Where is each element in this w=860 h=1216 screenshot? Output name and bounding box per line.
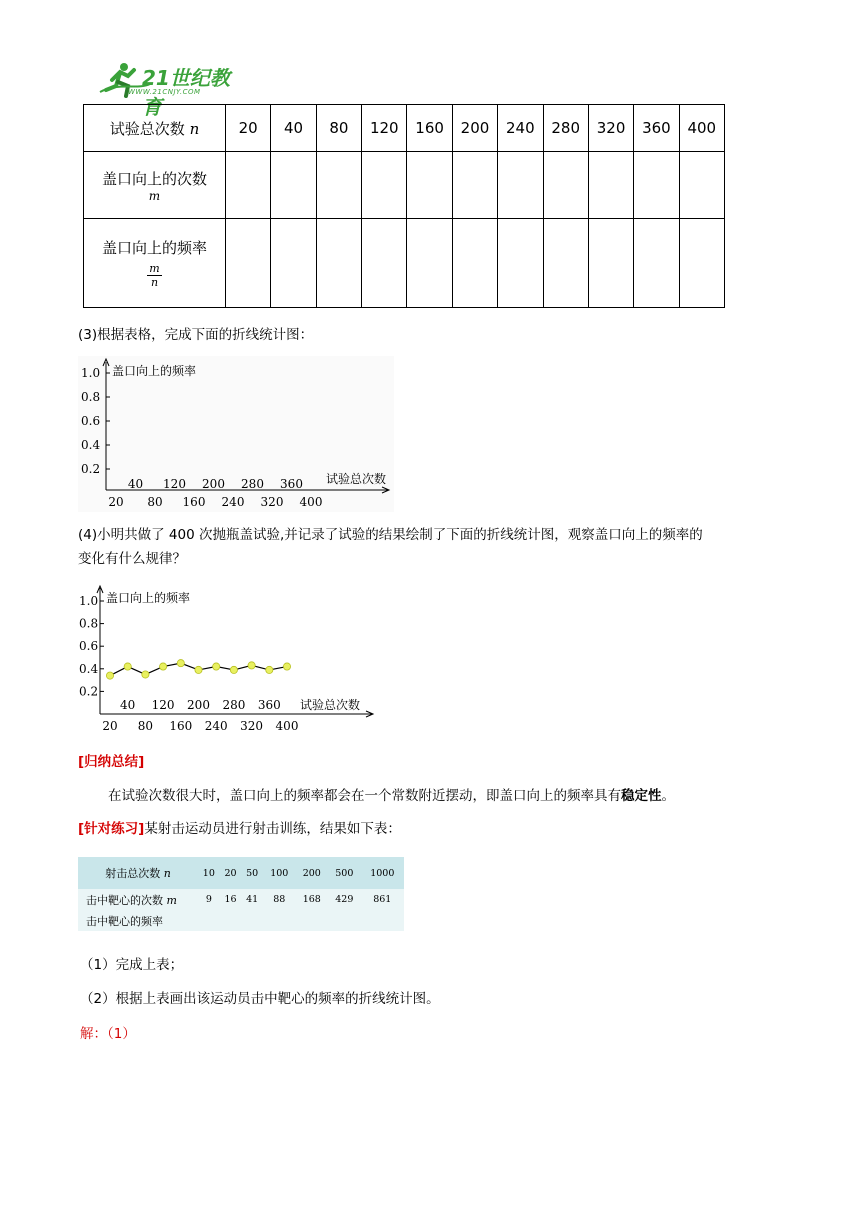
x-tick-label: 120 <box>163 477 186 491</box>
x-tick-label: 320 <box>240 719 264 733</box>
x-tick-label: 360 <box>257 698 281 712</box>
x-tick-label: 200 <box>187 698 210 712</box>
table-cell: 40 <box>271 105 316 152</box>
y-tick-label: 0.6 <box>81 414 101 428</box>
x-tick-label: 320 <box>260 495 284 509</box>
y-tick-label: 0.2 <box>81 462 101 476</box>
empty-cell[interactable] <box>226 152 271 219</box>
logo-url: WWW.21CNJY.COM <box>128 88 201 96</box>
empty-cell[interactable] <box>271 219 316 308</box>
practice-text: 某射击运动员进行射击训练，结果如下表： <box>144 821 401 837</box>
task-2: （2）根据上表画出该运动员击中靶心的频率的折线统计图。 <box>80 991 440 1007</box>
empty-cell[interactable] <box>543 219 588 308</box>
table-cell: 861 <box>361 889 404 910</box>
data-point <box>195 666 202 673</box>
empty-cell[interactable] <box>296 910 329 931</box>
data-point <box>124 663 131 670</box>
empty-cell[interactable] <box>588 152 633 219</box>
data-point <box>177 660 184 667</box>
empty-cell[interactable] <box>220 910 242 931</box>
shooting-freq-row <box>78 910 404 931</box>
empty-cell[interactable] <box>498 152 543 219</box>
x-tick-label: 280 <box>241 477 264 491</box>
table-cell: 41 <box>241 889 263 910</box>
empty-cell[interactable] <box>407 219 452 308</box>
summary-text-body: 在试验次数很大时，盖口向上的频率都会在一个常数附近摆动，即盖口向上的频率具有 <box>108 788 621 804</box>
table-cell: 240 <box>498 105 543 152</box>
variable-n: n <box>189 119 200 138</box>
table-cell: 500 <box>328 857 361 889</box>
empty-cell[interactable] <box>361 910 404 931</box>
x-tick-label: 20 <box>102 719 118 733</box>
table-row-n <box>84 105 725 152</box>
row-header-label: 试验总次数 <box>109 119 185 138</box>
row-header-n <box>84 105 226 152</box>
x-tick-label: 160 <box>182 495 206 509</box>
question-3: (3)根据表格，完成下面的折线统计图： <box>78 327 314 343</box>
variable-n: n <box>163 867 171 880</box>
summary-keyword: 稳定性 <box>621 788 662 804</box>
row-header-label: 盖口向上的频率 <box>101 238 207 257</box>
empty-cell[interactable] <box>679 219 724 308</box>
data-point <box>213 663 220 670</box>
shooting-header-row <box>78 857 404 889</box>
empty-cell[interactable] <box>271 152 316 219</box>
x-tick-label: 20 <box>108 495 124 509</box>
table-cell: 50 <box>241 857 263 889</box>
y-tick-label: 0.4 <box>79 661 99 676</box>
table-row-m <box>84 152 725 219</box>
hits-label: 击中靶心的次数 <box>86 893 163 907</box>
practice-prompt <box>78 819 401 839</box>
header-label: 射击总次数 <box>105 867 161 880</box>
x-tick-label: 40 <box>127 477 144 491</box>
x-tick-label: 400 <box>275 719 299 733</box>
empty-cell[interactable] <box>452 219 497 308</box>
question-4 <box>78 525 798 569</box>
x-tick-label: 280 <box>222 698 246 712</box>
x-axis-label: 试验总次数 <box>326 472 387 486</box>
data-point <box>106 672 113 679</box>
table-cell: 9 <box>198 889 220 910</box>
empty-cell[interactable] <box>226 219 271 308</box>
frequency-line-chart <box>78 584 378 736</box>
table-cell: 20 <box>226 105 271 152</box>
empty-cell[interactable] <box>634 219 679 308</box>
empty-cell[interactable] <box>263 910 296 931</box>
empty-cell[interactable] <box>543 152 588 219</box>
answer-label: 解：（1） <box>80 1026 136 1042</box>
data-point <box>230 666 237 673</box>
question-4-line-2: 变化有什么规律？ <box>78 551 186 567</box>
y-tick-label: 0.4 <box>81 438 101 452</box>
question-4-line-1: (4)小明共做了 400 次抛瓶盖试验,并记录了试验的结果绘制了下面的折线统计图，观察盖口向上的频率的 <box>78 527 703 543</box>
y-tick-label: 0.8 <box>79 616 99 631</box>
data-point <box>160 663 167 670</box>
table-cell: 400 <box>679 105 724 152</box>
x-tick-label: 80 <box>137 719 154 733</box>
x-tick-label: 400 <box>299 495 323 509</box>
variable-m: m <box>166 893 177 907</box>
freq-label-cell: 击中靶心的频率 <box>78 910 198 931</box>
empty-cell[interactable] <box>316 152 361 219</box>
empty-cell[interactable] <box>498 219 543 308</box>
y-tick-label: 0.6 <box>79 639 99 654</box>
shooting-table <box>78 857 404 931</box>
y-tick-label: 0.8 <box>81 390 101 404</box>
y-tick-label: 1.0 <box>79 594 99 608</box>
table-cell: 280 <box>543 105 588 152</box>
data-point <box>283 663 290 670</box>
data-point <box>142 671 149 678</box>
table-cell: 429 <box>328 889 361 910</box>
table-cell: 20 <box>220 857 242 889</box>
task-1: （1）完成上表； <box>80 957 184 973</box>
x-tick-label: 200 <box>202 477 225 491</box>
variable-m: m <box>148 188 161 203</box>
fraction-denominator: n <box>150 275 159 289</box>
table-cell: 200 <box>296 857 329 889</box>
empty-line-chart <box>78 356 394 512</box>
empty-cell[interactable] <box>588 219 633 308</box>
y-axis-label: 盖口向上的频率 <box>112 364 197 378</box>
empty-cell[interactable] <box>198 910 220 931</box>
x-tick-label: 160 <box>169 719 193 733</box>
site-logo <box>98 60 238 119</box>
data-point <box>248 662 255 669</box>
table-cell: 168 <box>296 889 329 910</box>
table-cell: 100 <box>263 857 296 889</box>
table-cell: 320 <box>588 105 633 152</box>
table-cell: 10 <box>198 857 220 889</box>
row-header-m <box>84 152 226 219</box>
x-tick-label: 80 <box>147 495 163 509</box>
x-tick-label: 120 <box>151 698 175 712</box>
empty-cell[interactable] <box>407 152 452 219</box>
empty-cell[interactable] <box>316 219 361 308</box>
table-cell: 88 <box>263 889 296 910</box>
table-cell: 200 <box>452 105 497 152</box>
row-header-label: 盖口向上的次数 <box>101 169 207 188</box>
table-cell: 1000 <box>361 857 404 889</box>
empty-cell[interactable] <box>362 219 407 308</box>
summary-label: [归纳总结] <box>78 754 145 770</box>
logo-text: 21世纪教育 <box>142 66 230 119</box>
y-tick-label: 0.2 <box>79 684 99 699</box>
practice-label: [针对练习] <box>78 821 145 837</box>
x-tick-label: 240 <box>221 495 245 509</box>
row-header-freq <box>84 219 226 308</box>
data-point <box>266 666 273 673</box>
table-row-freq <box>84 219 725 308</box>
x-tick-label: 40 <box>120 698 136 712</box>
table-cell: 80 <box>316 105 361 152</box>
summary-text <box>108 786 675 806</box>
y-axis-label: 盖口向上的频率 <box>106 591 191 605</box>
empty-cell[interactable] <box>679 152 724 219</box>
empty-cell[interactable] <box>241 910 263 931</box>
header-cell <box>78 857 198 889</box>
empty-cell[interactable] <box>328 910 361 931</box>
empty-cell[interactable] <box>452 152 497 219</box>
fraction-m-over-n <box>147 262 161 289</box>
empty-cell[interactable] <box>634 152 679 219</box>
hits-label-cell <box>78 889 198 910</box>
chart-background <box>78 356 394 512</box>
x-tick-label: 360 <box>280 477 303 491</box>
frequency-table <box>83 104 725 308</box>
x-axis-label: 试验总次数 <box>300 698 361 712</box>
table-cell: 160 <box>407 105 452 152</box>
x-tick-label: 240 <box>204 719 228 733</box>
fraction-numerator: m <box>149 261 160 275</box>
empty-cell[interactable] <box>362 152 407 219</box>
y-tick-label: 1.0 <box>81 366 101 380</box>
table-cell: 120 <box>362 105 407 152</box>
table-cell: 360 <box>634 105 679 152</box>
shooting-hits-row <box>78 889 404 910</box>
summary-text-end: 。 <box>661 788 675 804</box>
table-cell: 16 <box>220 889 242 910</box>
